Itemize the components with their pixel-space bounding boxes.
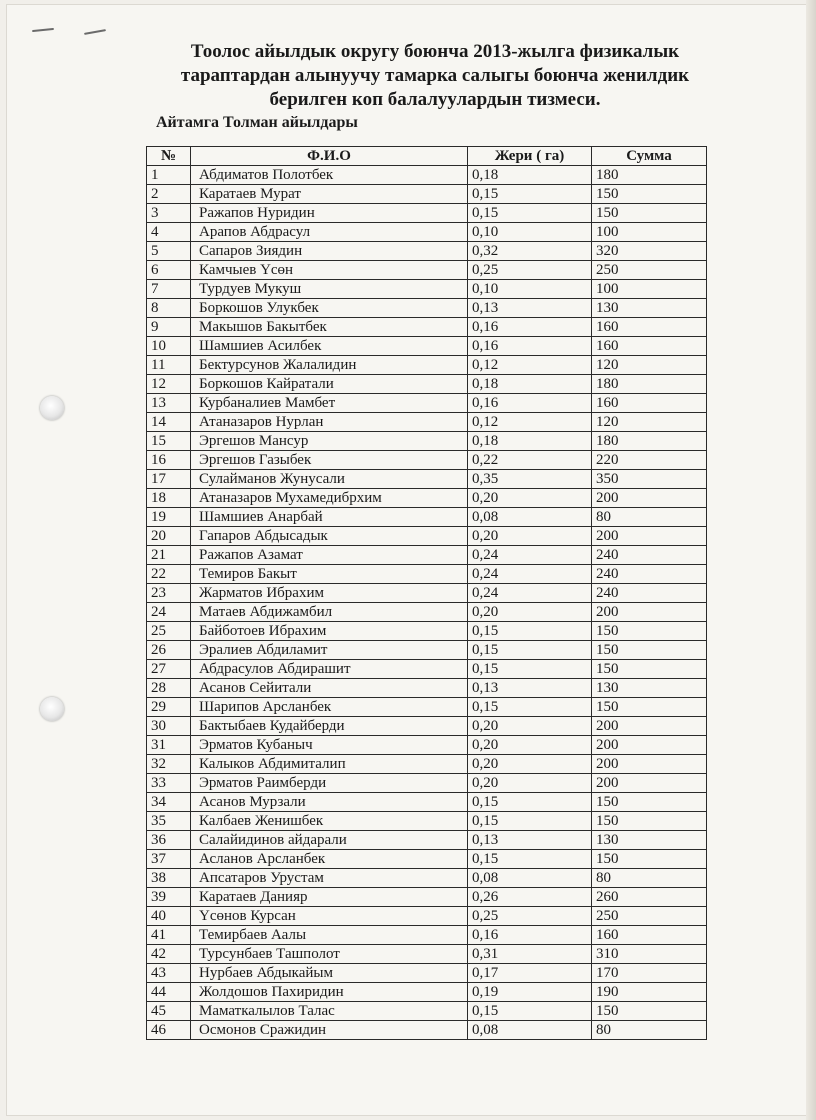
table-row (147, 432, 707, 451)
row-name: Асанов Мурзали (191, 793, 468, 812)
table-row (147, 565, 707, 584)
row-number: 21 (147, 546, 191, 565)
row-number: 3 (147, 204, 191, 223)
row-number: 6 (147, 261, 191, 280)
table-row (147, 964, 707, 983)
row-name: Үсөнов Курсан (191, 907, 468, 926)
row-sum: 100 (592, 280, 707, 299)
row-name: Макышов Бакытбек (191, 318, 468, 337)
row-name: Калыков Абдимиталип (191, 755, 468, 774)
row-land: 0,08 (468, 508, 592, 527)
row-name: Каратаев Данияр (191, 888, 468, 907)
row-name: Турсунбаев Ташполот (191, 945, 468, 964)
row-number: 1 (147, 166, 191, 185)
row-land: 0,20 (468, 717, 592, 736)
header-sum: Сумма (592, 147, 707, 166)
table-row (147, 337, 707, 356)
row-name: Жолдошов Пахиридин (191, 983, 468, 1002)
row-name: Абдрасулов Абдирашит (191, 660, 468, 679)
header-land: Жери ( га) (468, 147, 592, 166)
row-land: 0,17 (468, 964, 592, 983)
row-number: 30 (147, 717, 191, 736)
row-land: 0,15 (468, 1002, 592, 1021)
row-name: Камчыев Үсөн (191, 261, 468, 280)
row-land: 0,15 (468, 185, 592, 204)
row-number: 31 (147, 736, 191, 755)
table-row (147, 983, 707, 1002)
row-sum: 150 (592, 185, 707, 204)
row-name: Сулайманов Жунусали (191, 470, 468, 489)
row-number: 40 (147, 907, 191, 926)
row-name: Ражапов Азамат (191, 546, 468, 565)
row-name: Атаназаров Мухамедибрхим (191, 489, 468, 508)
row-sum: 130 (592, 299, 707, 318)
row-name: Калбаев Женишбек (191, 812, 468, 831)
row-land: 0,20 (468, 755, 592, 774)
row-number: 45 (147, 1002, 191, 1021)
row-number: 26 (147, 641, 191, 660)
row-sum: 240 (592, 565, 707, 584)
table-row (147, 470, 707, 489)
row-name: Каратаев Мурат (191, 185, 468, 204)
row-name: Атаназаров Нурлан (191, 413, 468, 432)
table-row (147, 755, 707, 774)
row-sum: 80 (592, 508, 707, 527)
row-sum: 120 (592, 413, 707, 432)
row-number: 34 (147, 793, 191, 812)
row-sum: 160 (592, 394, 707, 413)
table-row (147, 413, 707, 432)
row-name: Матаев Абдижамбил (191, 603, 468, 622)
row-land: 0,24 (468, 546, 592, 565)
row-land: 0,15 (468, 793, 592, 812)
table-body (147, 166, 707, 1040)
row-number: 5 (147, 242, 191, 261)
table-row (147, 242, 707, 261)
row-land: 0,08 (468, 869, 592, 888)
row-sum: 240 (592, 584, 707, 603)
punch-hole (40, 697, 64, 721)
row-number: 43 (147, 964, 191, 983)
row-land: 0,15 (468, 698, 592, 717)
row-land: 0,13 (468, 831, 592, 850)
table-row (147, 622, 707, 641)
table-row (147, 280, 707, 299)
row-name: Арапов Абдрасул (191, 223, 468, 242)
row-name: Жарматов Ибрахим (191, 584, 468, 603)
row-sum: 130 (592, 831, 707, 850)
table-row (147, 850, 707, 869)
header-number: № (147, 147, 191, 166)
row-name: Эралиев Абдиламит (191, 641, 468, 660)
table-row (147, 375, 707, 394)
row-name: Нурбаев Абдыкайым (191, 964, 468, 983)
row-land: 0,15 (468, 641, 592, 660)
row-land: 0,24 (468, 584, 592, 603)
row-name: Эрматов Кубаныч (191, 736, 468, 755)
row-number: 9 (147, 318, 191, 337)
row-number: 28 (147, 679, 191, 698)
row-number: 24 (147, 603, 191, 622)
row-number: 19 (147, 508, 191, 527)
row-number: 13 (147, 394, 191, 413)
table-row (147, 945, 707, 964)
row-number: 17 (147, 470, 191, 489)
row-land: 0,20 (468, 527, 592, 546)
row-number: 27 (147, 660, 191, 679)
row-name: Эрматов Раимберди (191, 774, 468, 793)
row-sum: 170 (592, 964, 707, 983)
row-name: Гапаров Абдысадык (191, 527, 468, 546)
row-land: 0,25 (468, 261, 592, 280)
table-row (147, 736, 707, 755)
row-number: 29 (147, 698, 191, 717)
row-land: 0,16 (468, 394, 592, 413)
row-number: 4 (147, 223, 191, 242)
row-land: 0,35 (468, 470, 592, 489)
row-number: 10 (147, 337, 191, 356)
row-number: 22 (147, 565, 191, 584)
row-number: 23 (147, 584, 191, 603)
row-number: 18 (147, 489, 191, 508)
table-row (147, 888, 707, 907)
table-row (147, 299, 707, 318)
row-sum: 180 (592, 432, 707, 451)
row-sum: 200 (592, 527, 707, 546)
row-land: 0,15 (468, 622, 592, 641)
table-row (147, 318, 707, 337)
row-sum: 200 (592, 489, 707, 508)
row-number: 14 (147, 413, 191, 432)
row-land: 0,20 (468, 774, 592, 793)
row-land: 0,24 (468, 565, 592, 584)
table-row (147, 451, 707, 470)
row-number: 44 (147, 983, 191, 1002)
row-number: 33 (147, 774, 191, 793)
row-land: 0,26 (468, 888, 592, 907)
row-land: 0,18 (468, 375, 592, 394)
row-name: Ражапов Нуридин (191, 204, 468, 223)
row-name: Салайидинов айдарали (191, 831, 468, 850)
row-number: 39 (147, 888, 191, 907)
document-title: Тоолос айылдык округу боюнча 2013-жылга физикалык тараптардан алынуучу тамарка салыгы боюнча женилдик берилген коп балалуулардын тизмеси. (180, 41, 690, 110)
table-row (147, 356, 707, 375)
row-land: 0,22 (468, 451, 592, 470)
row-land: 0,31 (468, 945, 592, 964)
table-row (147, 584, 707, 603)
row-sum: 240 (592, 546, 707, 565)
row-number: 15 (147, 432, 191, 451)
row-sum: 160 (592, 337, 707, 356)
row-land: 0,12 (468, 413, 592, 432)
page-edge (806, 0, 816, 1120)
table-row (147, 812, 707, 831)
table-row (147, 698, 707, 717)
row-sum: 180 (592, 375, 707, 394)
row-name: Шамшиев Анарбай (191, 508, 468, 527)
row-land: 0,18 (468, 166, 592, 185)
row-sum: 80 (592, 869, 707, 888)
row-sum: 190 (592, 983, 707, 1002)
row-name: Апсатаров Урустам (191, 869, 468, 888)
row-name: Шамшиев Асилбек (191, 337, 468, 356)
row-sum: 100 (592, 223, 707, 242)
row-land: 0,16 (468, 926, 592, 945)
row-land: 0,32 (468, 242, 592, 261)
row-sum: 150 (592, 660, 707, 679)
row-sum: 200 (592, 755, 707, 774)
row-sum: 150 (592, 641, 707, 660)
table-row (147, 508, 707, 527)
row-number: 8 (147, 299, 191, 318)
row-name: Боркошов Кайратали (191, 375, 468, 394)
row-number: 41 (147, 926, 191, 945)
row-number: 38 (147, 869, 191, 888)
row-sum: 250 (592, 261, 707, 280)
row-sum: 200 (592, 736, 707, 755)
row-name: Шарипов Арсланбек (191, 698, 468, 717)
row-sum: 250 (592, 907, 707, 926)
row-sum: 200 (592, 717, 707, 736)
row-land: 0,25 (468, 907, 592, 926)
table-row (147, 679, 707, 698)
table-row (147, 166, 707, 185)
row-sum: 320 (592, 242, 707, 261)
row-sum: 160 (592, 926, 707, 945)
row-land: 0,10 (468, 280, 592, 299)
row-number: 16 (147, 451, 191, 470)
table-row (147, 1002, 707, 1021)
table-row (147, 204, 707, 223)
table-row (147, 869, 707, 888)
row-sum: 350 (592, 470, 707, 489)
row-land: 0,10 (468, 223, 592, 242)
row-name: Сапаров Зиядин (191, 242, 468, 261)
row-name: Темиров Бакыт (191, 565, 468, 584)
row-land: 0,18 (468, 432, 592, 451)
row-sum: 150 (592, 850, 707, 869)
row-land: 0,08 (468, 1021, 592, 1040)
document-subtitle: Айтамга Толман айылдары (156, 114, 358, 131)
row-number: 7 (147, 280, 191, 299)
row-number: 42 (147, 945, 191, 964)
row-sum: 310 (592, 945, 707, 964)
row-sum: 80 (592, 1021, 707, 1040)
row-number: 12 (147, 375, 191, 394)
table-row (147, 793, 707, 812)
row-sum: 200 (592, 774, 707, 793)
row-land: 0,20 (468, 489, 592, 508)
table-row (147, 926, 707, 945)
table-row (147, 394, 707, 413)
row-land: 0,15 (468, 660, 592, 679)
row-name: Курбаналиев Мамбет (191, 394, 468, 413)
table-row (147, 223, 707, 242)
table-row (147, 546, 707, 565)
row-name: Бактыбаев Кудайберди (191, 717, 468, 736)
row-name: Маматкалылов Талас (191, 1002, 468, 1021)
row-sum: 200 (592, 603, 707, 622)
beneficiaries-table (146, 146, 707, 1040)
row-number: 46 (147, 1021, 191, 1040)
row-sum: 260 (592, 888, 707, 907)
table-row (147, 717, 707, 736)
table-row (147, 261, 707, 280)
table-row (147, 527, 707, 546)
row-land: 0,20 (468, 603, 592, 622)
table-row (147, 774, 707, 793)
row-number: 20 (147, 527, 191, 546)
table-row (147, 831, 707, 850)
row-land: 0,20 (468, 736, 592, 755)
row-land: 0,16 (468, 337, 592, 356)
row-name: Асланов Арсланбек (191, 850, 468, 869)
row-sum: 120 (592, 356, 707, 375)
row-land: 0,13 (468, 299, 592, 318)
row-number: 35 (147, 812, 191, 831)
row-number: 32 (147, 755, 191, 774)
row-name: Бектурсунов Жалалидин (191, 356, 468, 375)
row-number: 2 (147, 185, 191, 204)
row-land: 0,13 (468, 679, 592, 698)
row-land: 0,19 (468, 983, 592, 1002)
table-row (147, 185, 707, 204)
row-sum: 150 (592, 698, 707, 717)
row-land: 0,16 (468, 318, 592, 337)
row-sum: 220 (592, 451, 707, 470)
row-number: 36 (147, 831, 191, 850)
table-header-row (147, 147, 707, 166)
row-name: Эргешов Газыбек (191, 451, 468, 470)
table-row (147, 489, 707, 508)
row-name: Турдуев Мукуш (191, 280, 468, 299)
table-row (147, 1021, 707, 1040)
row-land: 0,12 (468, 356, 592, 375)
row-name: Асанов Сейитали (191, 679, 468, 698)
row-sum: 180 (592, 166, 707, 185)
row-sum: 150 (592, 204, 707, 223)
header-name: Ф.И.О (191, 147, 468, 166)
punch-hole (40, 396, 64, 420)
row-sum: 150 (592, 793, 707, 812)
row-number: 37 (147, 850, 191, 869)
row-sum: 150 (592, 1002, 707, 1021)
row-number: 11 (147, 356, 191, 375)
row-name: Осмонов Сражидин (191, 1021, 468, 1040)
row-number: 25 (147, 622, 191, 641)
row-name: Байботоев Ибрахим (191, 622, 468, 641)
row-sum: 150 (592, 812, 707, 831)
row-land: 0,15 (468, 850, 592, 869)
table-row (147, 603, 707, 622)
row-land: 0,15 (468, 204, 592, 223)
row-name: Абдиматов Полотбек (191, 166, 468, 185)
table-row (147, 641, 707, 660)
row-sum: 130 (592, 679, 707, 698)
row-name: Боркошов Улукбек (191, 299, 468, 318)
row-sum: 160 (592, 318, 707, 337)
row-name: Темирбаев Аалы (191, 926, 468, 945)
row-name: Эргешов Мансур (191, 432, 468, 451)
table-row (147, 907, 707, 926)
table-row (147, 660, 707, 679)
row-sum: 150 (592, 622, 707, 641)
row-land: 0,15 (468, 812, 592, 831)
